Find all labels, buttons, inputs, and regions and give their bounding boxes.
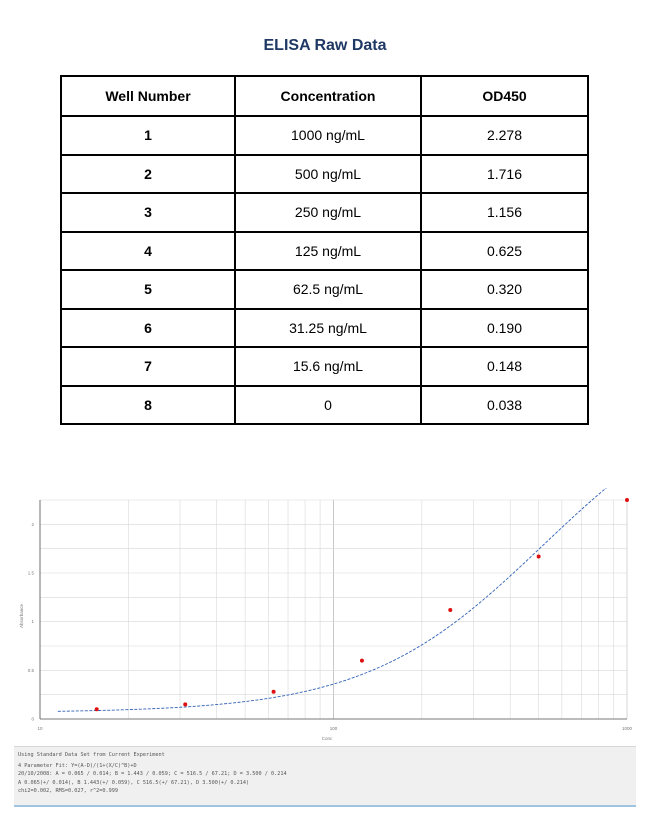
fit-summary-line: 20/10/2008: A = 0.065 / 0.014; B = 1.443 / 0.059; C = 516.5 / 67.21; D = 3.500 / 0.214 [18, 771, 287, 778]
concentration-cell: 250 ng/mL [235, 193, 421, 232]
well-number-cell: 4 [61, 232, 235, 271]
standard-curve-svg [14, 488, 636, 746]
y-tick-label: 0 [31, 716, 34, 722]
fit-summary-line: A 0.065(+/ 0.014), B 1.443(+/ 0.059), C 516.5(+/ 67.21), D 3.500(+/ 0.214) [18, 779, 250, 786]
table-header-row [61, 76, 588, 116]
x-axis-label: Conc [321, 736, 333, 741]
concentration-cell: 500 ng/mL [235, 155, 421, 194]
data-point [95, 707, 99, 711]
page-title: ELISA Raw Data [263, 37, 387, 54]
od450-cell: 0.320 [421, 270, 588, 309]
fit-summary-panel [14, 746, 636, 807]
table-row [61, 347, 588, 386]
od450-cell: 0.038 [421, 386, 588, 425]
data-point [625, 498, 629, 502]
table-row [61, 116, 588, 155]
well-number-cell: 7 [61, 347, 235, 386]
y-axis-label: Absorbance [19, 603, 24, 629]
data-point [272, 690, 276, 694]
concentration-cell: 0 [235, 386, 421, 425]
od450-cell: 1.156 [421, 193, 588, 232]
x-tick-label: 10 [37, 726, 43, 731]
od450-cell: 1.716 [421, 155, 588, 194]
well-number-cell: 3 [61, 193, 235, 232]
od450-cell: 2.278 [421, 116, 588, 155]
od450-cell: 0.190 [421, 309, 588, 348]
header-well-number: Well Number [61, 76, 235, 116]
y-tick-label: 2 [31, 521, 34, 527]
table-row [61, 155, 588, 194]
data-point [360, 659, 364, 663]
table-row [61, 309, 588, 348]
table-row [61, 193, 588, 232]
standard-curve-chart [14, 488, 636, 746]
table-row [61, 232, 588, 271]
concentration-cell: 1000 ng/mL [235, 116, 421, 155]
concentration-cell: 31.25 ng/mL [235, 309, 421, 348]
data-point [448, 608, 452, 612]
data-point [183, 702, 187, 706]
header-od450: OD450 [421, 76, 588, 116]
data-point [537, 554, 541, 558]
well-number-cell: 5 [61, 270, 235, 309]
od450-cell: 0.625 [421, 232, 588, 271]
y-tick-label: 0.5 [27, 667, 34, 673]
raw-data-table [60, 75, 589, 425]
concentration-cell: 15.6 ng/mL [235, 347, 421, 386]
x-tick-label: 1000 [621, 726, 633, 731]
table-row [61, 386, 588, 425]
x-tick-label: 100 [329, 726, 338, 731]
header-concentration: Concentration [235, 76, 421, 116]
well-number-cell: 2 [61, 155, 235, 194]
table-row [61, 270, 588, 309]
fit-summary-line: 4 Parameter Fit: Y=(A-D)/(1+(X/C)^B)+D [18, 762, 137, 769]
concentration-cell: 62.5 ng/mL [235, 270, 421, 309]
fit-summary-line: Using Standard Data Set from Current Experiment [18, 752, 165, 758]
concentration-cell: 125 ng/mL [235, 232, 421, 271]
well-number-cell: 6 [61, 309, 235, 348]
chart-background [14, 488, 636, 746]
y-tick-label: 1.5 [27, 570, 34, 576]
y-tick-label: 1 [31, 619, 34, 625]
well-number-cell: 1 [61, 116, 235, 155]
well-number-cell: 8 [61, 386, 235, 425]
od450-cell: 0.148 [421, 347, 588, 386]
fit-summary-line: chi2=0.002, RMS=0.027, r^2=0.999 [18, 788, 118, 795]
